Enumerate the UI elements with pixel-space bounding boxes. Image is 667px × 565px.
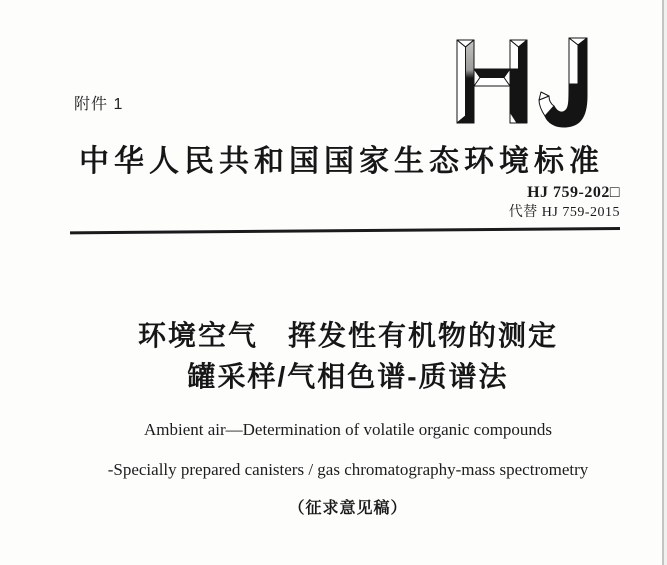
header-rule [70,227,620,234]
title-english-line2: -Specially prepared canisters / gas chromatography-mass spectrometry [107,460,589,479]
draft-note: （征求意见稿） [288,500,408,517]
standard-replaces: 代替 HJ 759-2015 [508,205,620,220]
title-chinese-line1: 环境空气 挥发性有机物的测定 [137,320,558,351]
scan-edge-line [662,0,664,565]
hj-logo [456,36,588,128]
title-english-line1: Ambient air—Determination of volatile organic compounds [143,420,553,439]
attachment-label: 附件 1 [74,96,124,113]
standard-number: HJ 759-202□ [527,184,620,201]
title-chinese-line2: 罐采样/气相色谱-质谱法 [187,361,509,392]
national-standard-heading: 中华人民共和国国家生态环境标准 [79,145,604,178]
standard-number-block [509,184,620,221]
hj-logo-graphic [456,36,588,128]
